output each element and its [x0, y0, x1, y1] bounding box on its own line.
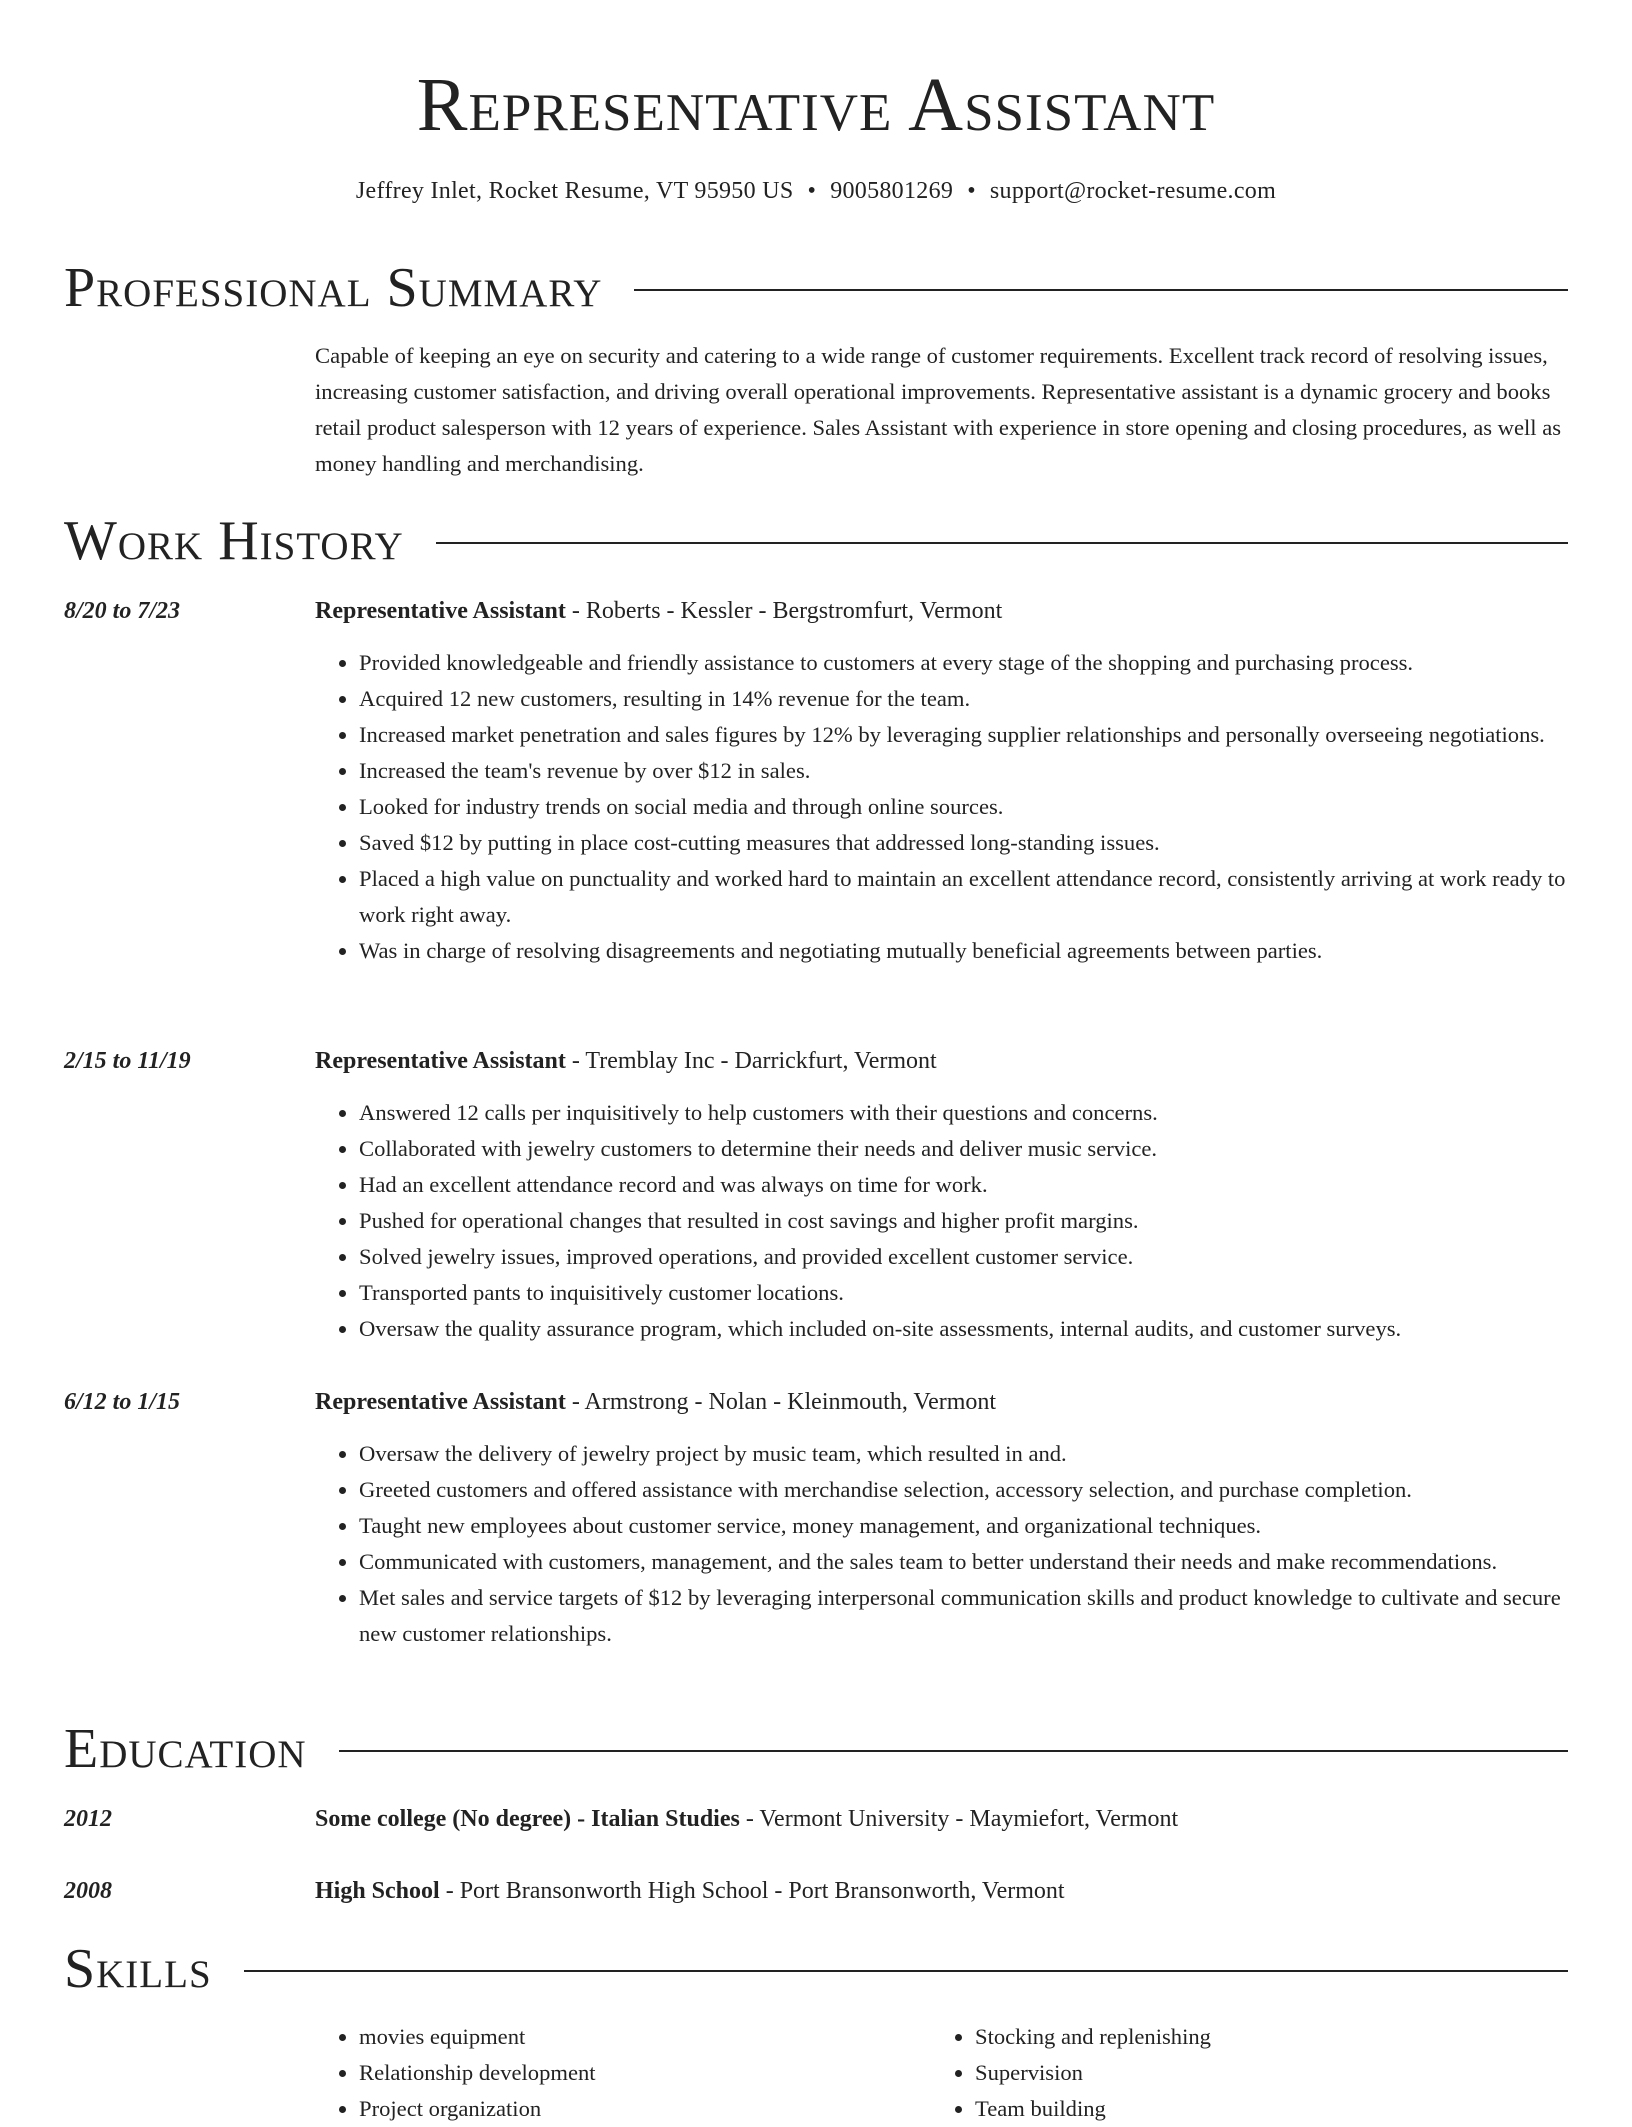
- job-bullet: • Taught new employees about customer service, money management, and organizational techniques.: [359, 1508, 1568, 1544]
- skill-item: • Project organization: [359, 2091, 919, 2127]
- education-school: - Vermont University - Maymiefort, Vermont: [739, 1806, 1179, 1832]
- section-title: Professional Summary: [64, 257, 603, 319]
- summary-text: Capable of keeping an eye on security and catering to a wide range of customer requirements. Excellent track record of resolving issues, increasing customer satisfaction, and driving overall operational improvements. Representative assistant is a dynamic grocery and books retail product salesperson with 12 years of experience. Sales Assistant with experience in store opening and closing procedures, as well as money handling and merchandising.: [315, 343, 1562, 476]
- job-bullet: • Answered 12 calls per inquisitively to help customers with their questions and concerns.: [359, 1095, 1568, 1131]
- job-bullet: • Greeted customers and offered assistance with merchandise selection, accessory selection, and purchase completion.: [359, 1472, 1568, 1508]
- job-title: Representative Assistant: [315, 1048, 566, 1074]
- job-dates: 2/15 to 11/19: [64, 1048, 191, 1074]
- contact-email: support@rocket-resume.com: [989, 178, 1277, 204]
- job-bullet: • Increased market penetration and sales figures by 12% by leveraging supplier relationships and personally overseeing negotiations.: [359, 717, 1568, 753]
- resume-name: Representative Assistant: [416, 63, 1216, 147]
- job-bullet: • Saved $12 by putting in place cost-cutting measures that addressed long-standing issues.: [359, 825, 1568, 861]
- job-bullet: • Had an excellent attendance record and was always on time for work.: [359, 1167, 1568, 1203]
- job-heading: [315, 1043, 1568, 1079]
- skill-item: • Stocking and replenishing: [975, 2019, 1535, 2055]
- section-divider: [436, 542, 1568, 544]
- skill-item: • Team building: [975, 2091, 1535, 2127]
- job-heading: [315, 1384, 1568, 1420]
- job-bullets: [315, 1095, 1568, 1347]
- job-bullet: • Was in charge of resolving disagreements and negotiating mutually beneficial agreements between parties.: [359, 933, 1568, 969]
- job-title: Representative Assistant: [315, 598, 566, 624]
- job-bullet: • Communicated with customers, management, and the sales team to better understand their needs and make recommendations.: [359, 1544, 1568, 1580]
- section-title: Work History: [64, 510, 404, 572]
- education-school: - Port Bransonworth High School - Port Bransonworth, Vermont: [439, 1878, 1065, 1904]
- job-bullet: • Provided knowledgeable and friendly assistance to customers at every stage of the shopping and purchasing process.: [359, 645, 1568, 681]
- job-bullet: • Looked for industry trends on social media and through online sources.: [359, 789, 1568, 825]
- job-bullet: • Acquired 12 new customers, resulting in 14% revenue for the team.: [359, 681, 1568, 717]
- job-heading: [315, 593, 1568, 629]
- job-bullet: • Collaborated with jewelry customers to determine their needs and deliver music service.: [359, 1131, 1568, 1167]
- summary-section-header: [64, 256, 1568, 320]
- section-divider: [634, 289, 1568, 291]
- skills-list-right: [931, 2019, 1535, 2127]
- education-year: 2012: [64, 1806, 112, 1832]
- skill-item: • Supervision: [975, 2055, 1535, 2091]
- job-bullets: [315, 1436, 1568, 1652]
- job-employer: - Armstrong - Nolan - Kleinmouth, Vermont: [565, 1389, 997, 1415]
- skills-section-header: [64, 1937, 1568, 2001]
- education-heading: [315, 1873, 1568, 1909]
- contact-phone: 9005801269: [830, 178, 954, 204]
- job-bullet: • Increased the team's revenue by over $12 in sales.: [359, 753, 1568, 789]
- job-bullet: • Oversaw the delivery of jewelry project by music team, which resulted in and.: [359, 1436, 1568, 1472]
- work-section-header: [64, 509, 1568, 573]
- job-bullet: • Met sales and service targets of $12 by leveraging interpersonal communication skills and product knowledge to cultivate and secure new customer relationships.: [359, 1580, 1568, 1652]
- skill-item: • Relationship development: [359, 2055, 919, 2091]
- job-bullet: • Oversaw the quality assurance program, which included on-site assessments, internal audits, and customer surveys.: [359, 1311, 1568, 1347]
- job-bullet: • Solved jewelry issues, improved operations, and provided excellent customer service.: [359, 1239, 1568, 1275]
- education-section-header: [64, 1717, 1568, 1781]
- education-year: 2008: [64, 1878, 112, 1904]
- job-dates: 6/12 to 1/15: [64, 1389, 181, 1415]
- job-employer: - Tremblay Inc - Darrickfurt, Vermont: [565, 1048, 937, 1074]
- skills-list-left: [315, 2019, 919, 2127]
- section-title: Education: [64, 1718, 307, 1780]
- section-title: Skills: [64, 1938, 212, 2000]
- education-heading: [315, 1801, 1568, 1837]
- skill-item: • movies equipment: [359, 2019, 919, 2055]
- contact-separator: •: [807, 178, 817, 204]
- job-dates: 8/20 to 7/23: [64, 598, 181, 624]
- section-divider: [339, 1750, 1568, 1752]
- section-divider: [244, 1970, 1568, 1972]
- job-bullet: • Pushed for operational changes that resulted in cost savings and higher profit margins.: [359, 1203, 1568, 1239]
- job-title: Representative Assistant: [315, 1389, 566, 1415]
- job-bullets: [315, 645, 1568, 969]
- contact-separator: •: [967, 178, 976, 204]
- contact-address: Jeffrey Inlet, Rocket Resume, VT 95950 US: [355, 178, 794, 204]
- education-degree: Some college (No degree) - Italian Studies: [315, 1806, 740, 1832]
- job-bullet: • Placed a high value on punctuality and worked hard to maintain an excellent attendance record, consistently arriving at work ready to work right away.: [359, 861, 1568, 933]
- job-bullet: • Transported pants to inquisitively customer locations.: [359, 1275, 1568, 1311]
- education-degree: High School: [315, 1878, 440, 1904]
- contact-line: [0, 174, 1632, 208]
- job-employer: - Roberts - Kessler - Bergstromfurt, Vermont: [565, 598, 1003, 624]
